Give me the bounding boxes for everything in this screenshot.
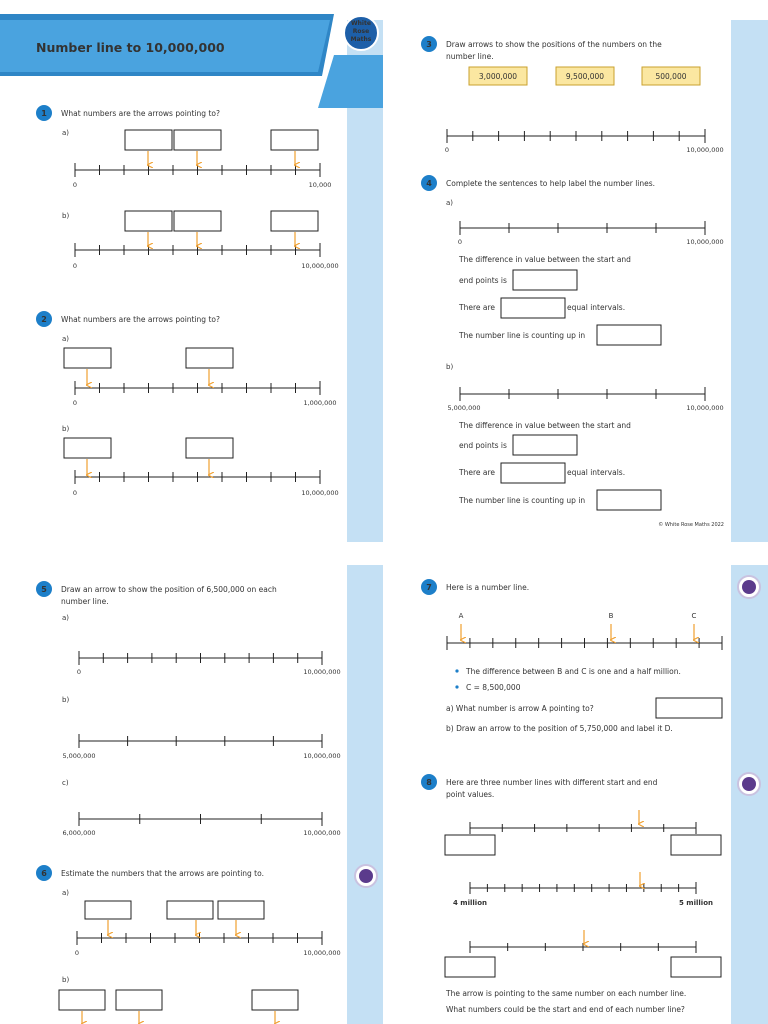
svg-text:point values.: point values. [446, 790, 495, 799]
svg-text:3: 3 [426, 40, 432, 49]
svg-text:equal intervals.: equal intervals. [567, 303, 626, 312]
white-rose-logo-icon [344, 16, 378, 50]
svg-text:3,000,000: 3,000,000 [478, 72, 518, 81]
svg-text:A: A [458, 612, 464, 620]
svg-text:b) Draw an arrow to the posit: b) Draw an arrow to the position of 5,750,000 and label it D. [446, 724, 673, 733]
svg-text:Here are three number lines wi: Here are three number lines with different start and end [446, 778, 658, 787]
svg-text:Estimate the numbers that the: Estimate the numbers that the arrows are pointing to. [61, 869, 264, 878]
answer-box[interactable] [597, 325, 661, 345]
svg-text:c): c) [62, 779, 69, 787]
svg-text:Maths: Maths [350, 36, 372, 43]
answer-box[interactable] [513, 270, 577, 290]
answer-box[interactable] [271, 130, 318, 150]
answer-box[interactable] [671, 835, 721, 855]
svg-text:10,000,000: 10,000,000 [303, 949, 341, 957]
question-6 [36, 865, 341, 984]
svg-text:Here is a number line.: Here is a number line. [446, 583, 530, 592]
svg-text:a): a) [62, 335, 70, 343]
svg-text:10,000,000: 10,000,000 [686, 146, 724, 154]
svg-text:0: 0 [444, 146, 450, 154]
question-8 [421, 774, 713, 1014]
svg-text:The arrow is pointing to the s: The arrow is pointing to the same number on each number line. [446, 989, 687, 998]
answer-box[interactable] [671, 957, 721, 977]
svg-text:0: 0 [72, 181, 78, 189]
question-4 [421, 175, 724, 510]
answer-box[interactable] [445, 957, 495, 977]
svg-text:4 million: 4 million [453, 899, 487, 907]
svg-text:b): b) [62, 212, 70, 220]
svg-text:The number line is counting up: The number line is counting up in [459, 496, 586, 505]
svg-text:0: 0 [74, 949, 80, 957]
svg-text:5: 5 [41, 585, 47, 594]
svg-text:B: B [608, 612, 614, 620]
svg-text:The difference in value betwee: The difference in value between the start and [459, 421, 631, 430]
answer-box[interactable] [59, 990, 105, 1010]
svg-text:5 million: 5 million [679, 899, 713, 907]
svg-text:7: 7 [426, 583, 432, 592]
svg-text:6: 6 [41, 869, 47, 878]
side-strip-p2 [731, 20, 768, 542]
side-strip-p3 [347, 565, 383, 1024]
title-banner-accent [318, 55, 383, 108]
svg-text:5,000,000: 5,000,000 [62, 752, 96, 760]
svg-text:Complete the sentences to help: Complete the sentences to help label the number lines. [446, 179, 656, 188]
answer-box[interactable] [186, 438, 233, 458]
svg-text:10,000,000: 10,000,000 [303, 829, 341, 837]
svg-text:4: 4 [426, 179, 432, 188]
svg-text:10,000: 10,000 [308, 181, 332, 189]
svg-text:The number line is counting up: The number line is counting up in [459, 331, 586, 340]
svg-text:C = 8,500,000: C = 8,500,000 [466, 683, 521, 692]
answer-box[interactable] [501, 298, 565, 318]
svg-text:The difference between B and C: The difference between B and C is one and a half million. [466, 667, 681, 676]
answer-box[interactable] [85, 901, 131, 919]
svg-text:6,000,000: 6,000,000 [62, 829, 96, 837]
svg-text:The difference in value betwee: The difference in value between the start and [459, 255, 631, 264]
svg-text:There are: There are [459, 303, 495, 312]
number-card [556, 67, 614, 85]
svg-text:b): b) [62, 425, 70, 433]
answer-box[interactable] [252, 990, 298, 1010]
svg-text:b): b) [62, 976, 70, 984]
svg-text:a): a) [446, 199, 454, 207]
svg-text:Draw arrows to show the positi: Draw arrows to show the positions of the numbers on the [446, 40, 662, 49]
svg-text:What numbers could be the star: What numbers could be the start and end of each number line? [446, 1005, 685, 1014]
challenge-icon [738, 773, 760, 795]
svg-text:There are: There are [459, 468, 495, 477]
svg-text:a): a) [62, 129, 70, 137]
svg-text:b): b) [446, 363, 454, 371]
number-card [469, 67, 527, 85]
number-card [642, 67, 700, 85]
answer-box[interactable] [64, 438, 111, 458]
answer-box[interactable] [656, 698, 722, 718]
answer-box[interactable] [174, 211, 221, 231]
svg-text:10,000,000: 10,000,000 [303, 752, 341, 760]
svg-text:10,000,000: 10,000,000 [301, 262, 339, 270]
svg-text:1,000,000: 1,000,000 [303, 399, 337, 407]
svg-text:a): a) [62, 889, 70, 897]
answer-box[interactable] [116, 990, 162, 1010]
svg-text:number line.: number line. [446, 52, 494, 61]
svg-text:10,000,000: 10,000,000 [686, 404, 724, 412]
svg-text:5,000,000: 5,000,000 [447, 404, 481, 412]
svg-text:a) What number is arrow A poi: a) What number is arrow A pointing to? [446, 704, 594, 713]
answer-box[interactable] [174, 130, 221, 150]
answer-box[interactable] [513, 435, 577, 455]
answer-box[interactable] [501, 463, 565, 483]
svg-text:2: 2 [41, 315, 47, 324]
svg-text:Rose: Rose [352, 28, 370, 35]
svg-text:10,000,000: 10,000,000 [301, 489, 339, 497]
answer-box[interactable] [125, 130, 172, 150]
question-7 [421, 579, 722, 733]
answer-box[interactable] [597, 490, 661, 510]
svg-text:C: C [691, 612, 697, 620]
svg-text:0: 0 [72, 399, 78, 407]
question-5 [36, 581, 341, 837]
svg-text:Draw an arrow to show the posi: Draw an arrow to show the position of 6,500,000 on each [61, 585, 277, 594]
answer-box[interactable] [167, 901, 213, 919]
answer-box[interactable] [445, 835, 495, 855]
svg-text:a): a) [62, 614, 70, 622]
svg-text:end points is: end points is [459, 441, 507, 450]
svg-text:10,000,000: 10,000,000 [303, 668, 341, 676]
svg-text:0: 0 [457, 238, 463, 246]
question-prompt: What numbers are the arrows pointing to? [61, 109, 220, 118]
answer-box[interactable] [218, 901, 264, 919]
svg-text:10,000,000: 10,000,000 [686, 238, 724, 246]
answer-box[interactable] [64, 348, 111, 368]
challenge-icon [355, 865, 377, 887]
svg-text:White: White [351, 20, 371, 27]
svg-text:0: 0 [76, 668, 82, 676]
challenge-icon [738, 576, 760, 598]
copyright: © White Rose Maths 2022 [658, 522, 724, 528]
answer-box[interactable] [125, 211, 172, 231]
svg-text:end points is: end points is [459, 276, 507, 285]
svg-text:9,500,000: 9,500,000 [565, 72, 605, 81]
svg-text:0: 0 [72, 489, 78, 497]
question-prompt: What numbers are the arrows pointing to? [61, 315, 220, 324]
question-2 [36, 311, 339, 497]
svg-text:equal intervals.: equal intervals. [567, 468, 626, 477]
answer-box[interactable] [271, 211, 318, 231]
svg-text:8: 8 [426, 778, 432, 787]
page-title: Number line to 10,000,000 [36, 40, 225, 55]
svg-text:number line.: number line. [61, 597, 109, 606]
svg-text:0: 0 [72, 262, 78, 270]
svg-text:500,000: 500,000 [655, 72, 687, 81]
answer-box[interactable] [186, 348, 233, 368]
svg-text:1: 1 [41, 109, 47, 118]
svg-text:b): b) [62, 696, 70, 704]
